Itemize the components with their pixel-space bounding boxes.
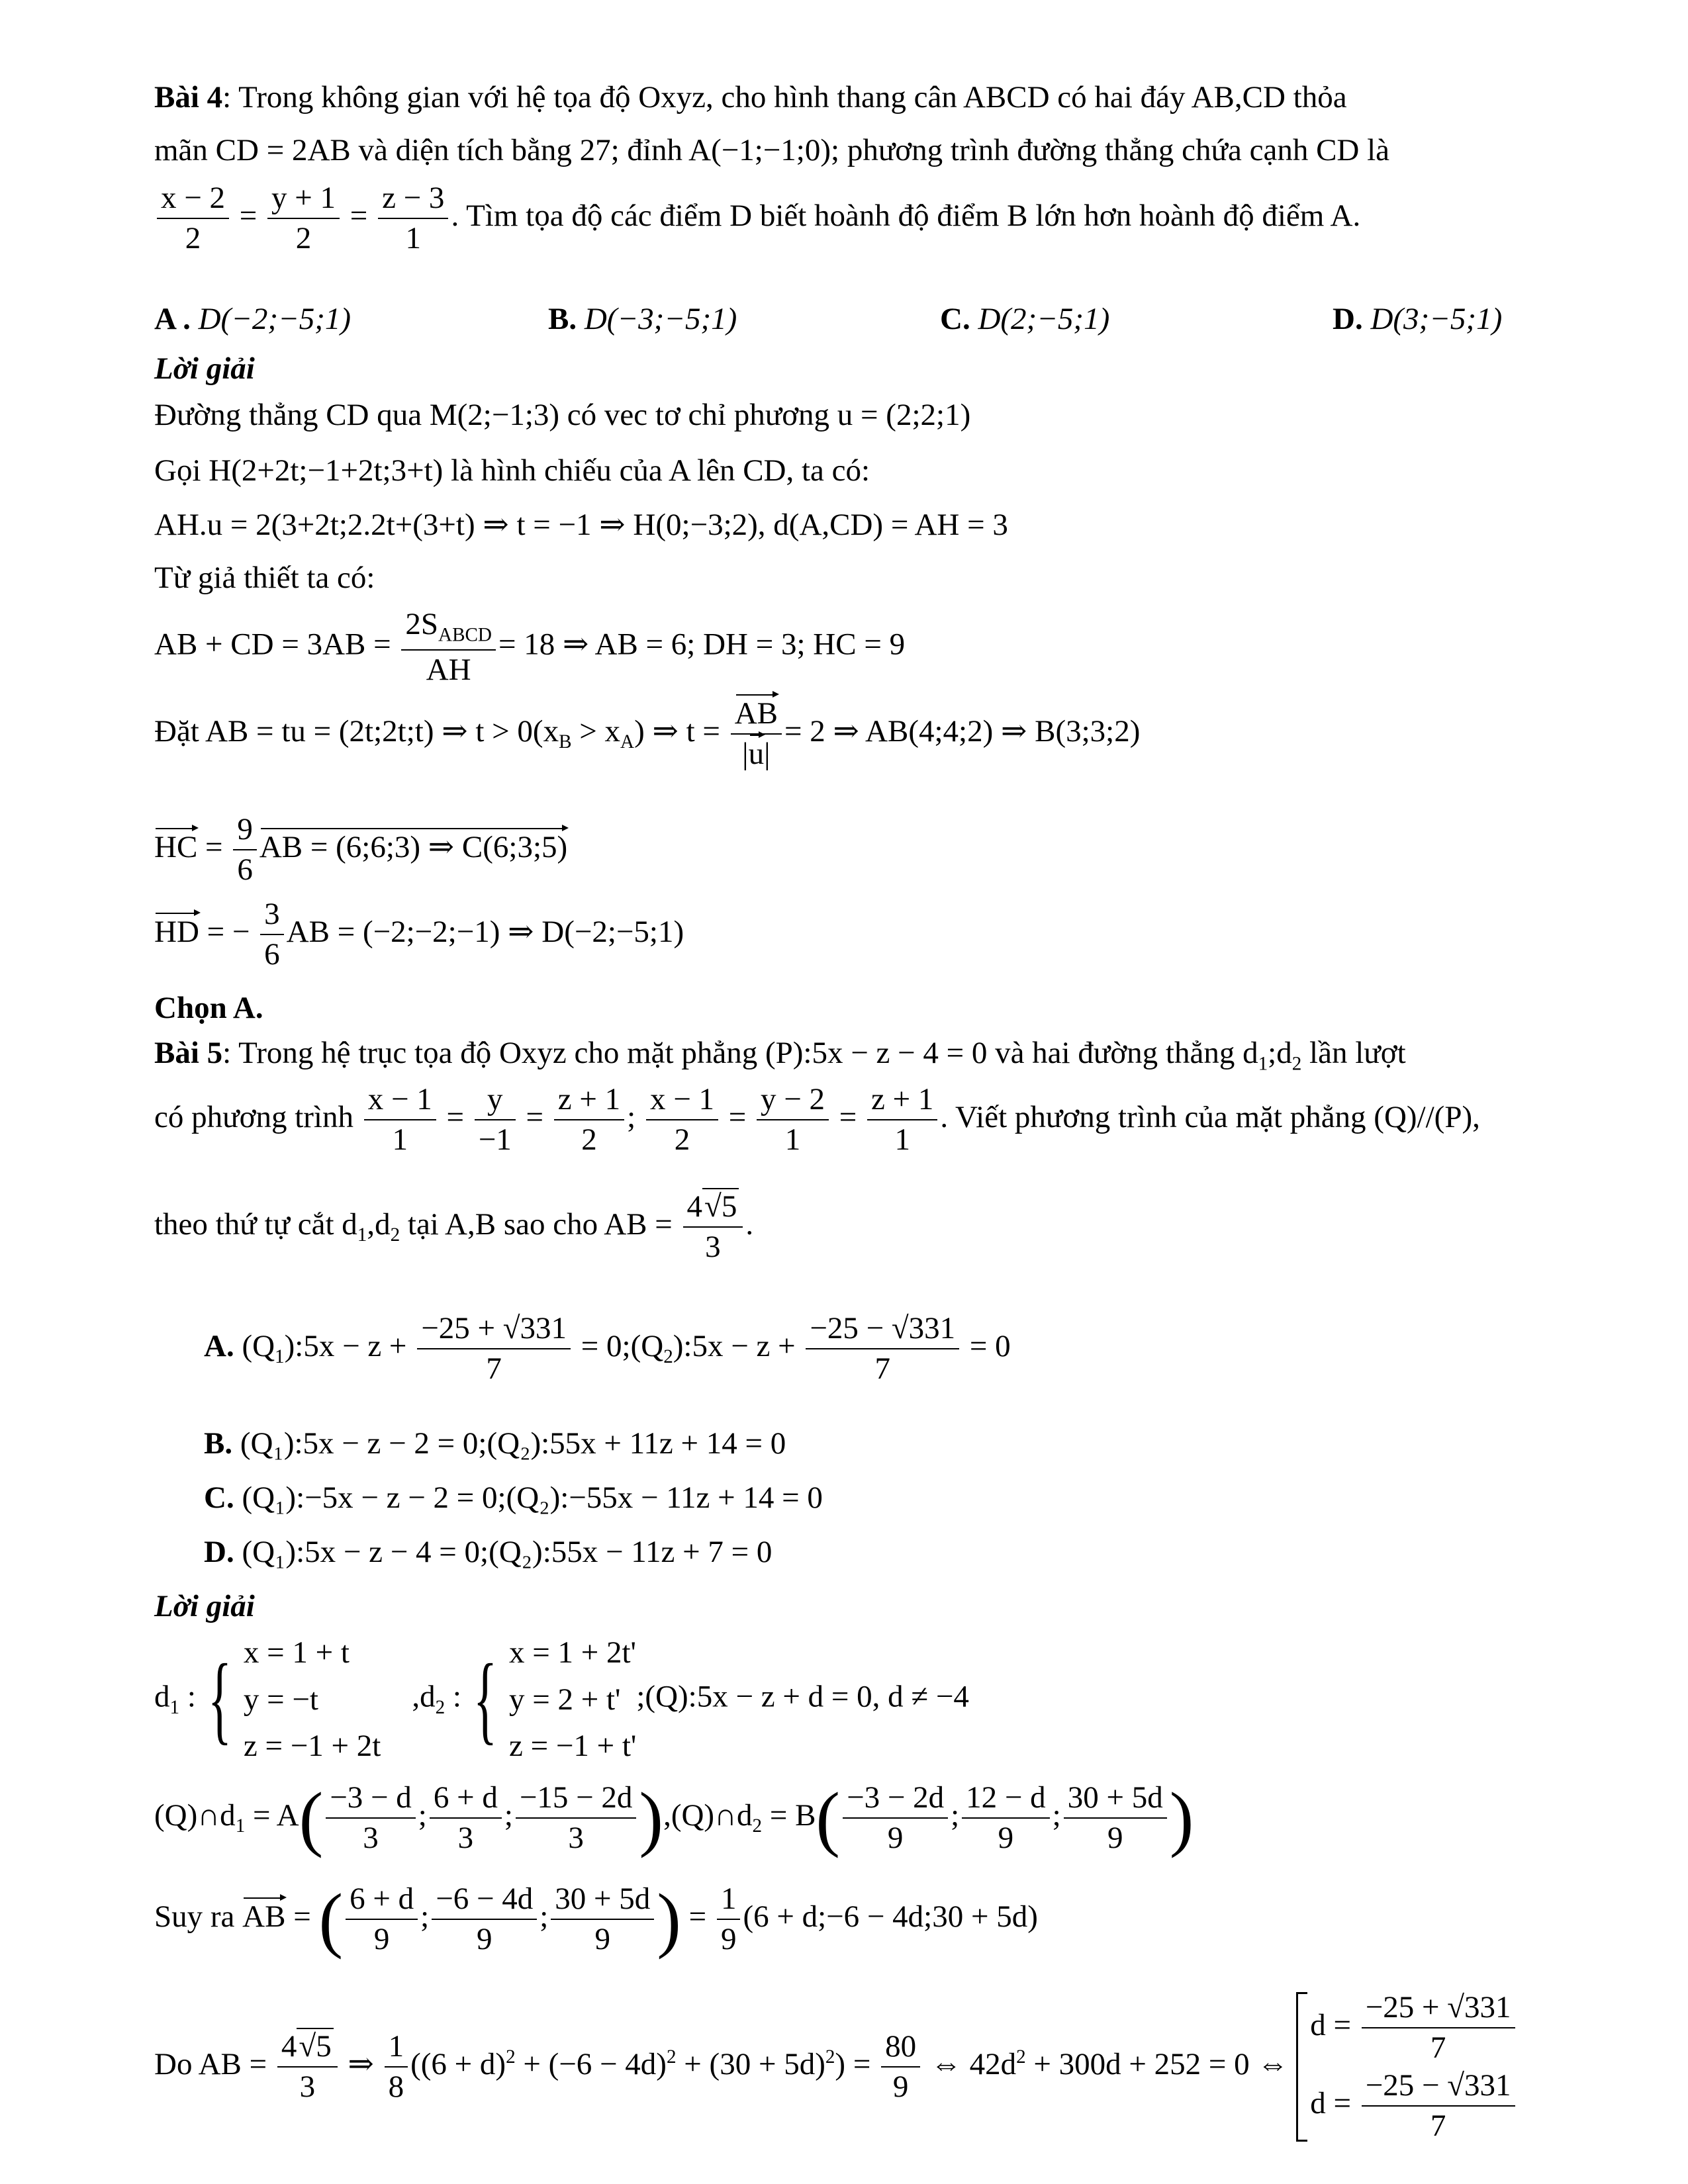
problem-5-line-3: theo thứ tự cắt $d_1,d_2$ tại A,B sao cho AB = $\frac{4√5}{3}$ . — [154, 1189, 754, 1264]
option-c[interactable]: C. D(2;−5;1) — [940, 302, 1110, 336]
solution-4-line-1: Đường thẳng CD qua M(2;−1;3) có vec tơ chỉ phương u = (2;2;1) — [154, 398, 971, 432]
problem-4-title: Bài 4 — [154, 80, 223, 114]
problem-4-line-3: $\frac{x - 2}{2}$ = $\frac{y + 1}{2}$ = $\frac{z - 3}{1}$ . Tìm tọa độ các điểm D biết hoành độ điểm B lớn hơn hoành độ điểm A. — [154, 183, 1360, 254]
solution-5-systems: $d_1$ : { x = 1 + t y = −t z = −1 + 2t $,d_2$ : { x = 1 + 2t' y = 2 + t' z = −1 + t';(Q):5x − z + d = 0, d ≠ −4 — [154, 1635, 969, 1763]
solution-4-line-4: Từ giả thiết ta có: — [154, 561, 375, 595]
solution-5-title: Lời giải — [154, 1589, 255, 1623]
problem-5-line-2: có phương trình $\frac{x - 1}{1}$ = $\frac{y}{-1}$ = $\frac{z + 1}{2}$ ; $\frac{x - 1}{2}$ = $\frac{y - 2}{1}$ = $\frac{z + 1}{1}$ . Viết phương trình của mặt phẳng (Q)//(P), — [154, 1082, 1480, 1157]
solution-4-line-2: Gọi H(2+2t;−1+2t;3+t) là hình chiếu của A lên CD, ta có: — [154, 453, 870, 488]
solution-4-line-6: Đặt AB = tu = (2t;2t;t) ⇒ $t > 0(x_B > x_A)$ ⇒ t = $\frac{AB}{|u|}$ = 2 ⇒ AB(4;4;2) ⇒ B(3;3;2) — [154, 696, 1141, 771]
option-5-c[interactable]: C. (Q₁):−5x − z − 2 = 0;(Q₂):−55x − 11z + 14 = 0 — [204, 1480, 823, 1515]
solution-4-title: Lời giải — [154, 351, 255, 386]
solution-4-line-7: HC = $\frac{9}{6}$ AB = (6;6;3) ⇒ C(6;3;5) — [154, 812, 568, 887]
problem-4-options — [154, 301, 1604, 341]
solution-4-line-5: AB + CD = 3AB = $\frac{2S_{ABCD}}{AH}$ = 18 ⇒ AB = 6; DH = 3; HC = 9 — [154, 607, 906, 687]
option-a[interactable]: A . D(−2;−5;1) — [154, 302, 352, 336]
answer-4: Chọn A. — [154, 991, 263, 1025]
option-b[interactable]: B. D(−3;−5;1) — [548, 302, 737, 336]
problem-4-text-3: . Tìm tọa độ các điểm D biết hoành độ điểm B lớn hơn hoành độ điểm A. — [451, 198, 1361, 233]
solution-5-intersections: $(Q)\cap d_1 = A$( $\frac{-3 - d}{3}$ ; $\frac{6 + d}{3}$ ; $\frac{-15 - 2d}{3}$ )$,(Q)\cap d_2 = B$( $\frac{-3 - 2d}{9}$ ; $\frac{12 - d}{9}$ ; $\frac{30 + 5d}{9}$ ) — [154, 1778, 1194, 1858]
solution-4-line-3: AH.u = 2(3+2t;2.2t+(3+t) ⇒ t = −1 ⇒ H(0;−3;2), d(A,CD) = AH = 3 — [154, 508, 1008, 542]
solution-4-line-8: HD = − $\frac{3}{6}$ AB = (−2;−2;−1) ⇒ D(−2;−5;1) — [154, 897, 684, 972]
problem-4-line-2: mãn CD = 2AB và diện tích bằng 27; đỉnh A(−1;−1;0); phương trình đường thẳng chứa cạnh CD là — [154, 133, 1390, 167]
problem-5-line-1: Bài 5: Trong hệ trục tọa độ Oxyz cho mặt phẳng (P):5x − z − 4 = 0 và hai đường thẳng $d_1;d_2$ lần lượt — [154, 1036, 1406, 1075]
option-5-a[interactable]: A. $(Q_1):5x - z$ + $\frac{-25 + √331}{7}$ = $0;(Q_2):5x - z$ + $\frac{-25 - √331}{7}$ = 0 — [204, 1311, 1011, 1386]
option-5-b[interactable]: B. (Q₁):5x − z − 2 = 0;(Q₂):55x + 11z + 14 = 0 — [204, 1426, 786, 1461]
solution-5-final: Do AB = $\frac{4√5}{3}$ ⇒ $\frac{1}{8}$ $((6 + d)^2 + (-6 - 4d)^2 + (30 + 5d)^2)$ = $\frac{80}{9}$ ⇔ $42d^2 + 300d + 252 = 0$ ⇔ d = $\frac{-25 + √331}{7}$ d = $\frac{-25 - √331}{7}$ — [154, 1992, 1518, 2142]
option-d[interactable]: D. D(3;−5;1) — [1333, 302, 1503, 336]
option-5-d[interactable]: D. (Q₁):5x − z − 4 = 0;(Q₂):55x − 11z + 7 = 0 — [204, 1535, 773, 1569]
problem-4-text-1: : Trong không gian với hệ tọa độ Oxyz, cho hình thang cân ABCD có hai đáy AB,CD thỏa — [222, 80, 1347, 114]
solution-5-ab-vector: Suy ra AB = ( $\frac{6 + d}{9}$ ; $\frac{-6 - 4d}{9}$ ; $\frac{30 + 5d}{9}$ ) = $\frac{1}{9}$ (6 + d;−6 − 4d;30 + 5d) — [154, 1879, 1038, 1960]
problem-5-title: Bài 5 — [154, 1036, 223, 1070]
problem-4-line-1 — [154, 82, 1347, 113]
